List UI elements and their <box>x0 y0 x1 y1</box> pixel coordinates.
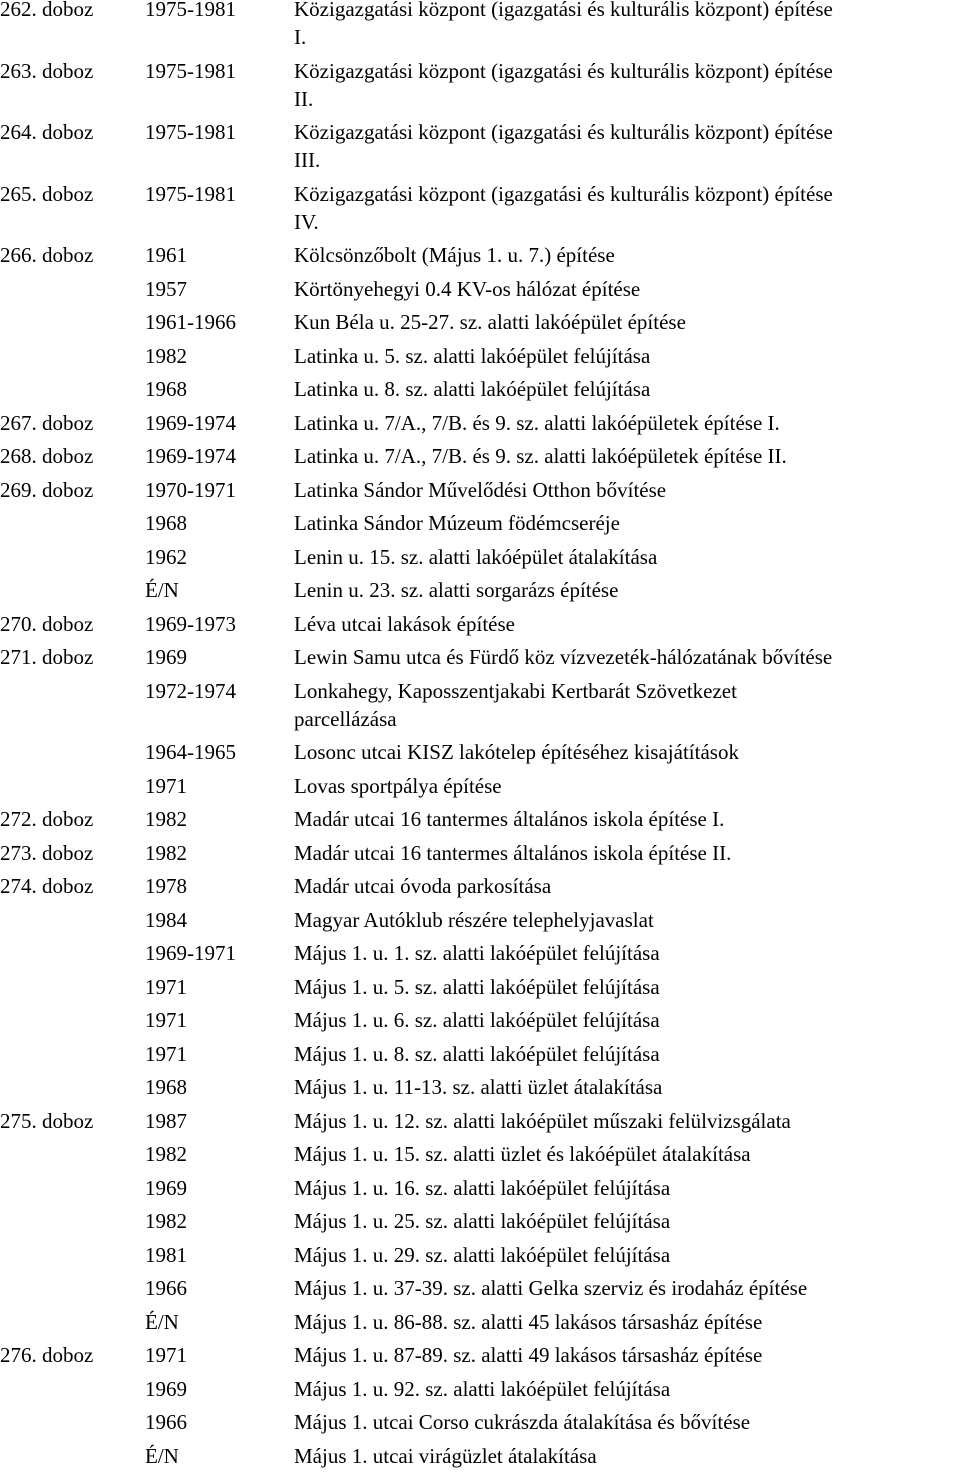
inventory-entry <box>0 275 960 309</box>
box-number: 267. doboz <box>0 410 94 435</box>
entry-title-line: Latinka u. 5. sz. alatti lakóépület felújítása <box>294 343 651 368</box>
entry-title <box>294 805 960 833</box>
entry-title-line: Madár utcai 16 tantermes általános iskola építése II. <box>294 840 732 865</box>
year-range: 1969-1974 <box>145 410 236 435</box>
entry-title-line: Latinka u. 8. sz. alatti lakóépület felújítása <box>294 377 651 401</box>
entry-title <box>294 1006 960 1034</box>
entry-title <box>294 738 960 766</box>
entry-title <box>294 1442 960 1470</box>
inventory-entry <box>0 0 960 57</box>
year-range: 1975-1981 <box>145 0 236 21</box>
year-range: 1971 <box>145 974 187 999</box>
inventory-entry <box>0 409 960 443</box>
entry-title <box>294 442 960 470</box>
inventory-entry <box>0 1140 960 1174</box>
inventory-entry <box>0 241 960 275</box>
year-range: 1969-1973 <box>145 611 236 636</box>
inventory-entry <box>0 1073 960 1107</box>
inventory-entry <box>0 1040 960 1074</box>
year-range: 1982 <box>145 343 187 368</box>
entry-title-line: Közigazgatási központ (igazgatási és kulturális központ) építése <box>294 0 833 21</box>
year-range: 1972-1974 <box>145 678 236 703</box>
entry-title-line: Május 1. utcai Corso cukrászda átalakítása és bővítése <box>294 1410 751 1434</box>
entry-title <box>294 839 960 867</box>
year-range: É/N <box>145 1443 179 1468</box>
year-range: 1966 <box>145 1410 187 1434</box>
entry-title <box>294 939 960 967</box>
entry-title-line: Május 1. u. 86-88. sz. alatti 45 lakásos társasház építése <box>294 1309 763 1334</box>
year-range: 1964-1965 <box>145 740 236 764</box>
entry-title <box>294 1073 960 1101</box>
entry-title-line: Május 1. utcai virágüzlet átalakítása <box>294 1443 597 1468</box>
year-range: 1981 <box>145 1242 187 1267</box>
entry-title-line: Május 1. u. 15. sz. alatti üzlet és lakóépület átalakítása <box>294 1142 751 1166</box>
entry-title <box>294 57 960 113</box>
box-number: 274. doboz <box>0 874 94 898</box>
entry-title-line: IV. <box>294 209 319 234</box>
inventory-entry <box>0 677 960 739</box>
box-number: 270. doboz <box>0 611 94 636</box>
entry-title <box>294 610 960 638</box>
entry-title-line: Madár utcai 16 tantermes általános iskola építése I. <box>294 807 725 831</box>
year-range: 1968 <box>145 1075 187 1099</box>
box-number: 262. doboz <box>0 0 94 21</box>
entry-title <box>294 1174 960 1202</box>
inventory-entry <box>0 1174 960 1208</box>
entry-title <box>294 180 960 236</box>
year-range: 1962 <box>145 544 187 569</box>
year-range: É/N <box>145 578 179 602</box>
entry-title-line: Latinka Sándor Múzeum födémcseréje <box>294 511 620 535</box>
entry-title-line: Losonc utcai KISZ lakótelep építéséhez kisajátítások <box>294 740 739 764</box>
entry-title <box>294 509 960 537</box>
inventory-entry <box>0 1274 960 1308</box>
year-range: 1961 <box>145 243 187 267</box>
entry-title <box>294 1274 960 1302</box>
entry-title <box>294 772 960 800</box>
inventory-entry <box>0 442 960 476</box>
year-range: 1969-1974 <box>145 444 236 468</box>
entry-title-line: Május 1. u. 11-13. sz. alatti üzlet átalakítása <box>294 1075 663 1099</box>
year-range: 1971 <box>145 1343 187 1367</box>
year-range: 1984 <box>145 907 187 932</box>
entry-title-line: Lenin u. 23. sz. alatti sorgarázs építése <box>294 578 619 602</box>
entry-title <box>294 543 960 571</box>
entry-title <box>294 1241 960 1269</box>
year-range: 1966 <box>145 1276 187 1300</box>
year-range: 1971 <box>145 1008 187 1032</box>
entry-title-line: Május 1. u. 5. sz. alatti lakóépület felújítása <box>294 974 660 999</box>
entry-title <box>294 576 960 604</box>
entry-title <box>294 1140 960 1168</box>
entry-title <box>294 476 960 504</box>
entry-title-line: Lonkahegy, Kaposszentjakabi Kertbarát Szövetkezet <box>294 678 737 703</box>
inventory-entry <box>0 1341 960 1375</box>
entry-title <box>294 1207 960 1235</box>
entry-title <box>294 677 960 733</box>
entry-title-line: Lenin u. 15. sz. alatti lakóépület átalakítása <box>294 544 658 569</box>
entry-title-line: Május 1. u. 37-39. sz. alatti Gelka szerviz és irodaház építése <box>294 1276 808 1300</box>
box-number: 276. doboz <box>0 1343 94 1367</box>
year-range: 1969 <box>145 645 187 669</box>
inventory-entry <box>0 610 960 644</box>
entry-title <box>294 906 960 934</box>
entry-title-line: Léva utcai lakások építése <box>294 611 515 636</box>
box-number: 263. doboz <box>0 58 94 83</box>
inventory-entry <box>0 118 960 180</box>
entry-title <box>294 118 960 174</box>
year-range: 1987 <box>145 1108 187 1133</box>
inventory-entry <box>0 1107 960 1141</box>
entry-title-line: Latinka u. 7/A., 7/B. és 9. sz. alatti lakóépületek építése I. <box>294 410 780 435</box>
inventory-entry <box>0 839 960 873</box>
year-range: 1982 <box>145 840 187 865</box>
entry-title-line: Magyar Autóklub részére telephelyjavaslat <box>294 907 654 932</box>
entry-title <box>294 409 960 437</box>
year-range: 1982 <box>145 1142 187 1166</box>
entry-title-line: parcellázása <box>294 706 397 731</box>
inventory-entry <box>0 308 960 342</box>
inventory-entry <box>0 805 960 839</box>
entry-title <box>294 973 960 1001</box>
entry-title-line: Május 1. u. 6. sz. alatti lakóépület felújítása <box>294 1008 660 1032</box>
inventory-entry <box>0 772 960 806</box>
entry-title-line: Május 1. u. 1. sz. alatti lakóépület felújítása <box>294 941 660 965</box>
entry-title <box>294 308 960 336</box>
inventory-entry <box>0 1375 960 1409</box>
entry-title <box>294 1040 960 1068</box>
entry-title-line: II. <box>294 86 314 111</box>
year-range: 1978 <box>145 874 187 898</box>
inventory-entry <box>0 476 960 510</box>
inventory-entry <box>0 906 960 940</box>
entry-title-line: Lovas sportpálya építése <box>294 773 502 798</box>
box-number: 269. doboz <box>0 477 94 502</box>
entry-title-line: Latinka u. 7/A., 7/B. és 9. sz. alatti lakóépületek építése II. <box>294 444 787 468</box>
year-range: 1968 <box>145 377 187 401</box>
entry-title-line: Május 1. u. 25. sz. alatti lakóépület felújítása <box>294 1209 671 1233</box>
box-number: 273. doboz <box>0 840 94 865</box>
entry-title-line: Kun Béla u. 25-27. sz. alatti lakóépület építése <box>294 310 686 334</box>
box-number: 271. doboz <box>0 645 94 669</box>
entry-title-line: Közigazgatási központ (igazgatási és kulturális központ) építése <box>294 120 833 144</box>
entry-title <box>294 0 960 51</box>
box-number: 275. doboz <box>0 1108 94 1133</box>
year-range: 1975-1981 <box>145 181 236 206</box>
inventory-entry <box>0 576 960 610</box>
inventory-entry <box>0 180 960 242</box>
box-number: 266. doboz <box>0 243 94 267</box>
box-number: 264. doboz <box>0 120 94 144</box>
inventory-entry <box>0 57 960 119</box>
year-range: 1969 <box>145 1376 187 1401</box>
inventory-entry <box>0 1308 960 1342</box>
year-range: É/N <box>145 1309 179 1334</box>
entry-title-line: Május 1. u. 12. sz. alatti lakóépület műszaki felülvizsgálata <box>294 1108 791 1133</box>
inventory-entry <box>0 939 960 973</box>
year-range: 1975-1981 <box>145 120 236 144</box>
year-range: 1970-1971 <box>145 477 236 502</box>
year-range: 1982 <box>145 1209 187 1233</box>
box-number: 272. doboz <box>0 807 94 831</box>
entry-title-line: Kölcsönzőbolt (Május 1. u. 7.) építése <box>294 243 615 267</box>
entry-title-line: Közigazgatási központ (igazgatási és kulturális központ) építése <box>294 181 833 206</box>
box-number: 265. doboz <box>0 181 94 206</box>
entry-title <box>294 342 960 370</box>
year-range: 1961-1966 <box>145 310 236 334</box>
inventory-entry <box>0 342 960 376</box>
entry-title-line: Közigazgatási központ (igazgatási és kulturális központ) építése <box>294 58 833 83</box>
entry-title <box>294 241 960 269</box>
year-range: 1968 <box>145 511 187 535</box>
inventory-entry <box>0 1006 960 1040</box>
entry-title <box>294 375 960 403</box>
year-range: 1957 <box>145 276 187 301</box>
entry-title-line: Madár utcai óvoda parkosítása <box>294 874 552 898</box>
entry-title-line: I. <box>294 25 307 49</box>
inventory-entry <box>0 973 960 1007</box>
entry-title <box>294 1408 960 1436</box>
inventory-entry <box>0 872 960 906</box>
year-range: 1982 <box>145 807 187 831</box>
entry-title-line: Körtönyehegyi 0.4 KV-os hálózat építése <box>294 276 641 301</box>
entry-title <box>294 872 960 900</box>
entry-title <box>294 1375 960 1403</box>
box-number: 268. doboz <box>0 444 94 468</box>
entry-title-line: Május 1. u. 16. sz. alatti lakóépület felújítása <box>294 1175 671 1200</box>
year-range: 1971 <box>145 1041 187 1066</box>
entry-title-line: Latinka Sándor Művelődési Otthon bővítése <box>294 477 667 502</box>
inventory-entry <box>0 375 960 409</box>
inventory-entry <box>0 543 960 577</box>
entry-title-line: Május 1. u. 92. sz. alatti lakóépület felújítása <box>294 1376 671 1401</box>
inventory-entry <box>0 509 960 543</box>
entry-title-line: Lewin Samu utca és Fürdő köz vízvezeték-hálózatának bővítése <box>294 645 833 669</box>
year-range: 1971 <box>145 773 187 798</box>
entry-title <box>294 1341 960 1369</box>
entry-title-line: Május 1. u. 87-89. sz. alatti 49 lakásos társasház építése <box>294 1343 763 1367</box>
inventory-entry <box>0 1442 960 1476</box>
inventory-entry <box>0 738 960 772</box>
entry-title <box>294 275 960 303</box>
inventory-entry <box>0 643 960 677</box>
inventory-entry <box>0 1241 960 1275</box>
entry-title <box>294 1107 960 1135</box>
inventory-entry <box>0 1408 960 1442</box>
year-range: 1969-1971 <box>145 941 236 965</box>
year-range: 1975-1981 <box>145 58 236 83</box>
inventory-entry <box>0 1207 960 1241</box>
year-range: 1969 <box>145 1175 187 1200</box>
entry-title <box>294 643 960 671</box>
entry-title <box>294 1308 960 1336</box>
entry-title-line: Május 1. u. 29. sz. alatti lakóépület felújítása <box>294 1242 671 1267</box>
entry-title-line: Május 1. u. 8. sz. alatti lakóépület felújítása <box>294 1041 660 1066</box>
entry-title-line: III. <box>294 148 321 172</box>
